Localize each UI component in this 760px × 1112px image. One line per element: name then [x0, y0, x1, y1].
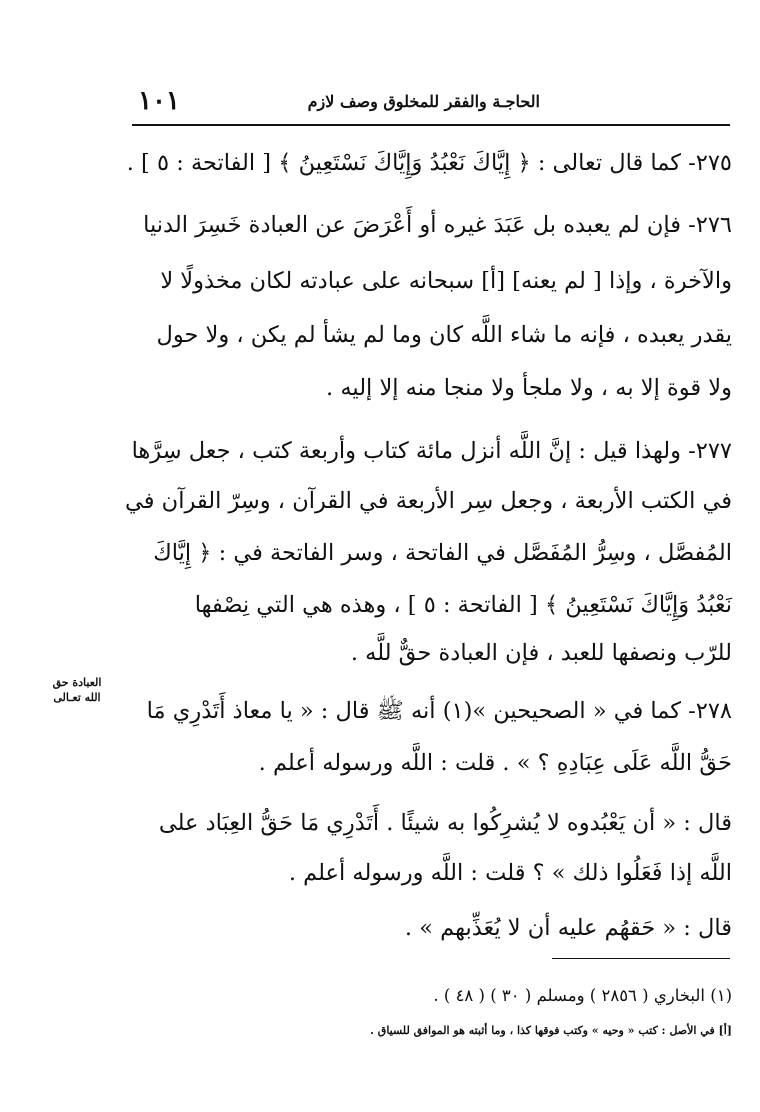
- text-line-9: نَعْبُدُ وَإِيَّاكَ نَسْتَعِينُ ﴾ [ الفاتحة : ٥ ] ، وهذه هي التي نِصْفها: [194, 592, 732, 618]
- text-line-12: حَقُّ اللَّه عَلَى عِبَادِهِ ؟ » . قلت : اللَّه ورسوله أعلم .: [258, 750, 732, 776]
- text-line-5: ولا قوة إلا به ، ولا ملجأ ولا منجا منه إلا إليه .: [326, 375, 732, 401]
- footnote-rule: [552, 958, 730, 959]
- margin-note-line-1: العبادة حق: [52, 676, 102, 689]
- page-number: ١٠١: [138, 86, 180, 116]
- text-line-4: يقدر يعبده ، فإنه ما شاء اللَّه كان وما لم يشأ لم يكن ، ولا حول: [156, 322, 732, 348]
- text-line-8: المُفصَّل ، وسِرُّ المُفَصَّل في الفاتحة ، وسر الفاتحة في : ﴿ إِيَّاكَ: [153, 540, 732, 566]
- text-line-7: في الكتب الأربعة ، وجعل سِر الأربعة في القرآن ، وسِرّ القرآن في: [125, 488, 732, 514]
- footnote-a: [أ] في الأصل : كتب « وحيه » وكتب فوقها كذا ، وما أثبته هو الموافق للسياق .: [370, 1024, 732, 1037]
- text-line-10: للرّب ونصفها للعبد ، فإن العبادة حقٌّ للَّه .: [350, 640, 732, 666]
- header-rule: [132, 124, 730, 126]
- margin-note-line-2: الله تعـالى: [53, 690, 101, 704]
- margin-note: [22, 676, 132, 706]
- text-line-11: ٢٧٨- كما في « الصحيحين »(١) أنه ﷺ قال : « يا معاذ أَتَدْرِي مَا: [146, 698, 732, 724]
- running-title: الحاجـة والفقر للمخلوق وصف لازم: [307, 92, 540, 111]
- text-line-3: والآخرة ، وإذا [ لم يعنه] [أ] سبحانه على عبادته لكان مخذولًا لا: [160, 268, 732, 294]
- text-line-15: قال : « حَقهُم عليه أن لا يُعَذِّبهم » .: [404, 915, 732, 941]
- page-header: [132, 86, 730, 120]
- text-line-1: ٢٧٥- كما قال تعالى : ﴿ إِيَّاكَ نَعْبُدُ وَإِيَّاكَ نَسْتَعِينُ ﴾ [ الفاتحة : ٥ ] .: [126, 150, 732, 176]
- text-line-14: اللَّه إذا فَعَلُوا ذلك » ؟ قلت : اللَّه ورسوله أعلم .: [288, 860, 732, 886]
- text-line-13: قال : « أن يَعْبُدوه لا يُشرِكُوا به شيئًا . أَتَدْرِي مَا حَقُّ العِبَاد على: [158, 810, 732, 836]
- text-line-6: ٢٧٧- ولهذا قيل : إنَّ اللَّه أنزل مائة كتاب وأربعة كتب ، جعل سِرَّها: [131, 438, 732, 464]
- text-line-2: ٢٧٦- فإن لم يعبده بل عَبَدَ غيره أو أَعْرَضَ عن العبادة خَسِرَ الدنيا: [143, 212, 732, 238]
- footnote-1: (١) البخاري ( ٢٨٥٦ ) ومسلم ( ٣٠ ) ( ٤٨ ) .: [433, 986, 732, 1005]
